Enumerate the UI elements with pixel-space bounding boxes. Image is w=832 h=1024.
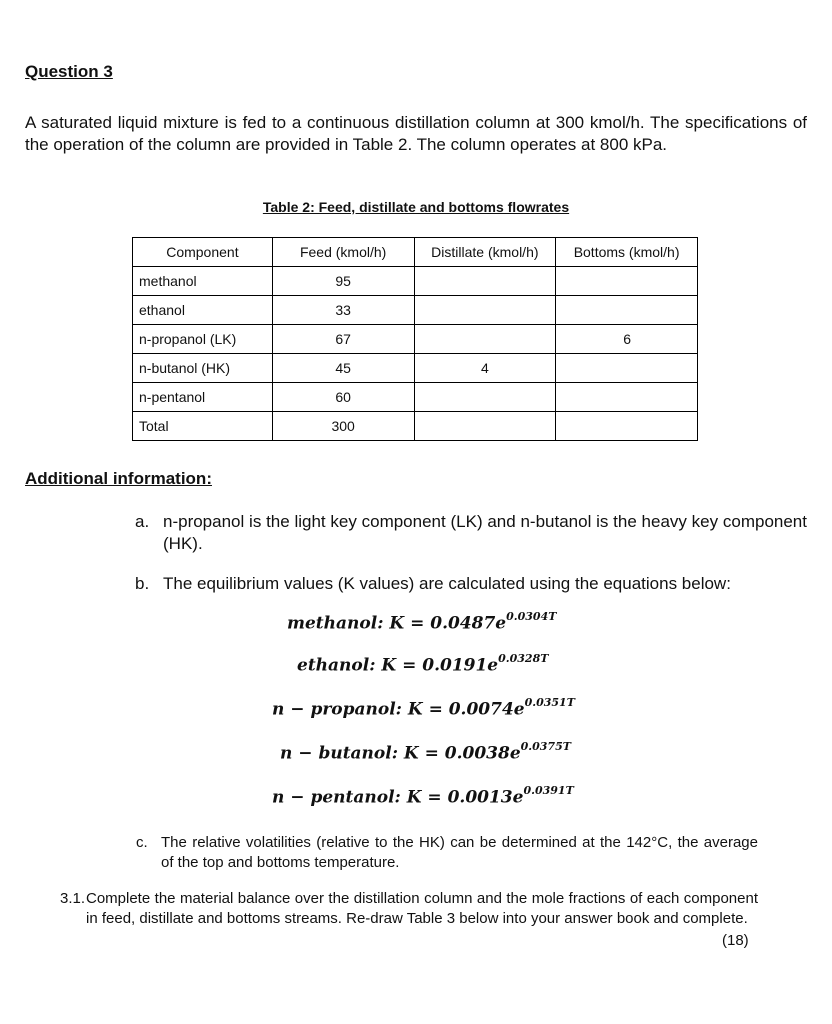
cell-distillate (414, 267, 556, 296)
equation-exponent: 0.0375T (520, 740, 571, 753)
equation-exponent: 0.0304T (506, 610, 557, 623)
cell-bottoms (556, 267, 698, 296)
cell-feed: 45 (272, 354, 414, 383)
table-row (133, 267, 698, 296)
cell-distillate (414, 296, 556, 325)
equation-lhs: n − propanol: K = 0.0074e (272, 699, 525, 720)
equation-exponent: 0.0391T (523, 784, 574, 797)
question-intro: A saturated liquid mixture is fed to a continuous distillation column at 300 kmol/h. The specifications of the operation of the column are provided in Table 2. The column operates at 800 kPa. (25, 113, 807, 154)
cell-bottoms (556, 296, 698, 325)
header-distillate: Distillate (kmol/h) (414, 238, 556, 267)
table-row (133, 383, 698, 412)
equation-n-pentanol (272, 786, 574, 808)
task-marks: (18) (722, 932, 749, 949)
item-b-text: The equilibrium values (K values) are calculated using the equations below: (163, 574, 731, 593)
cell-feed: 33 (272, 296, 414, 325)
item-c-label: c. (136, 834, 148, 851)
equation-exponent: 0.0328T (498, 652, 549, 665)
table-row-total (133, 412, 698, 441)
additional-heading: Additional information: (25, 469, 212, 488)
equation-lhs: n − pentanol: K = 0.0013e (272, 787, 524, 808)
cell-distillate (414, 325, 556, 354)
equation-methanol (287, 612, 556, 634)
cell-feed: 95 (272, 267, 414, 296)
equation-exponent: 0.0351T (524, 696, 575, 709)
table-row (133, 296, 698, 325)
cell-bottoms (556, 354, 698, 383)
equation-ethanol (297, 654, 548, 676)
equation-lhs: n − butanol: K = 0.0038e (280, 743, 521, 764)
cell-component: n-pentanol (133, 383, 273, 412)
table-row (133, 354, 698, 383)
cell-component: ethanol (133, 296, 273, 325)
item-a-label: a. (135, 512, 150, 531)
list-item-c (136, 833, 758, 873)
table-header-row (133, 238, 698, 267)
cell-feed: 60 (272, 383, 414, 412)
cell-distillate (414, 383, 556, 412)
cell-feed: 300 (272, 412, 414, 441)
task-label: 3.1. (60, 890, 86, 907)
flowrate-table (132, 237, 698, 441)
cell-bottoms (556, 412, 698, 441)
cell-component: n-butanol (HK) (133, 354, 273, 383)
table-row (133, 325, 698, 354)
cell-bottoms (556, 383, 698, 412)
header-bottoms: Bottoms (kmol/h) (556, 238, 698, 267)
item-b-label: b. (135, 574, 150, 593)
question-heading: Question 3 (25, 62, 113, 81)
cell-component: Total (133, 412, 273, 441)
cell-component: methanol (133, 267, 273, 296)
list-item-a (135, 511, 807, 555)
equation-lhs: methanol: K = 0.0487e (287, 613, 507, 634)
equation-lhs: ethanol: K = 0.0191e (297, 655, 499, 676)
cell-distillate (414, 412, 556, 441)
equation-n-propanol (272, 698, 575, 720)
item-c-text: The relative volatilities (relative to the HK) can be determined at the 142°C, the average of the top and bottoms temperature. (161, 834, 758, 871)
cell-bottoms: 6 (556, 325, 698, 354)
cell-feed: 67 (272, 325, 414, 354)
header-component: Component (133, 238, 273, 267)
cell-component: n-propanol (LK) (133, 325, 273, 354)
equation-n-butanol (280, 742, 571, 764)
task-text: Complete the material balance over the distillation column and the mole fractions of each component in feed, distillate and bottoms streams. Re-draw Table 3 below into your answer book and complete. (86, 890, 758, 927)
table-title: Table 2: Feed, distillate and bottoms flowrates (262, 199, 570, 215)
cell-distillate: 4 (414, 354, 556, 383)
task-3-1 (60, 889, 758, 929)
list-item-b (135, 573, 807, 595)
header-feed: Feed (kmol/h) (272, 238, 414, 267)
item-a-text: n-propanol is the light key component (LK) and n-butanol is the heavy key component (HK). (163, 512, 807, 553)
